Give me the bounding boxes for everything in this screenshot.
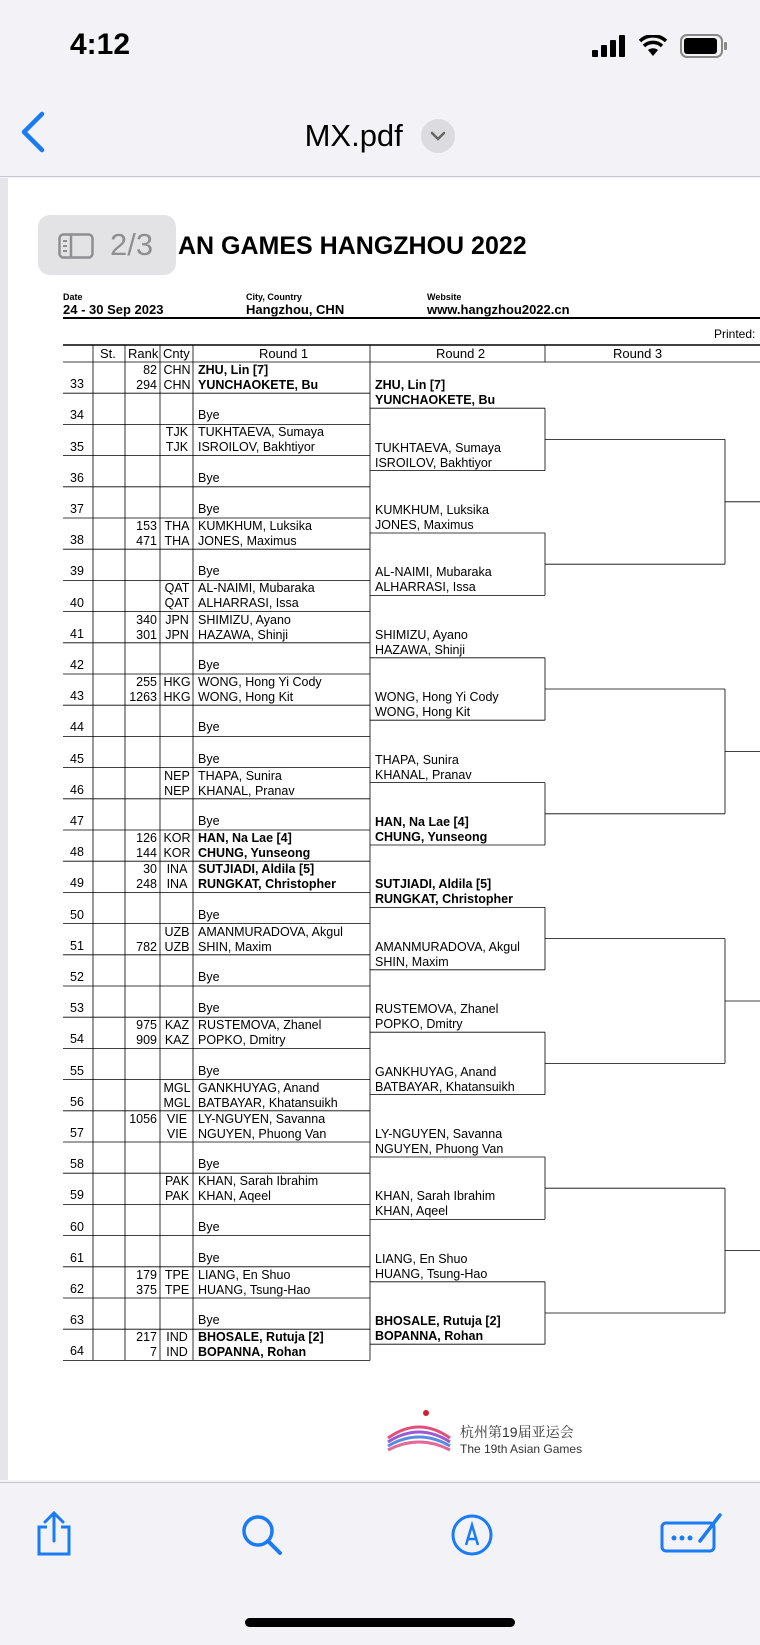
player-rank: 255 [136, 675, 157, 689]
draw-position-number: 47 [70, 814, 84, 828]
player-country: TJK [165, 425, 189, 440]
bye-label: Bye [198, 470, 220, 485]
player-rank: 153 [136, 519, 157, 533]
document-title: AN GAMES HANGZHOU 2022 [178, 232, 527, 260]
player-country: VIE [166, 1111, 188, 1126]
player-country: NEP [164, 768, 190, 783]
player-name: RUNGKAT, Christopher [198, 877, 336, 892]
player-country: UZB [164, 939, 190, 954]
player-rank: 82 [143, 363, 157, 377]
player-name: TUKHTAEVA, Sumaya [198, 425, 324, 440]
player-rank: 30 [143, 862, 157, 877]
page-indicator-text: 2/3 [110, 227, 154, 262]
draw-position-number: 39 [70, 564, 84, 579]
player-name: WONG, Hong Kit [198, 690, 294, 704]
round2-player: THAPA, Sunira [375, 752, 459, 767]
player-name: YUNCHAOKETE, Bu [198, 378, 319, 392]
player-name: AL-NAIMI, Mubaraka [198, 581, 315, 596]
draw-position-number: 37 [70, 502, 84, 516]
bye-label: Bye [198, 751, 220, 766]
player-rank: 217 [136, 1330, 157, 1345]
round2-player: WONG, Hong Yi Cody [375, 690, 499, 705]
player-name: ALHARRASI, Issa [198, 596, 299, 611]
player-country: HKG [163, 675, 191, 689]
draw-position-number: 41 [70, 626, 84, 641]
logo-chinese-text: 杭州第19届亚运会 [460, 1424, 574, 1440]
player-country: JPN [165, 612, 189, 627]
draw-position-number: 34 [70, 408, 84, 423]
player-rank: 975 [136, 1018, 157, 1033]
printed-label: Printed: [714, 327, 756, 341]
player-country: TPE [164, 1282, 190, 1297]
bye-label: Bye [198, 408, 220, 423]
round2-player: AMANMURADOVA, Akgul [375, 939, 520, 954]
player-name: RUSTEMOVA, Zhanel [198, 1018, 322, 1033]
player-rank: 1056 [129, 1111, 157, 1126]
draw-position-number: 51 [70, 938, 84, 953]
logo-english-text: The 19th Asian Games [460, 1442, 583, 1456]
round2-player: RUSTEMOVA, Zhanel [375, 1002, 499, 1017]
bye-label: Bye [198, 1313, 220, 1328]
player-country: NEP [164, 783, 190, 798]
player-country: THA [164, 519, 190, 533]
player-name: KHANAL, Pranav [198, 783, 295, 798]
player-rank: 248 [136, 877, 157, 892]
player-name: BHOSALE, Rutuja [2] [198, 1330, 324, 1345]
player-country: TPE [164, 1267, 190, 1282]
player-name: HUANG, Tsung-Hao [198, 1282, 311, 1297]
round2-player: WONG, Hong Kit [375, 705, 471, 720]
player-country: MGL [163, 1080, 191, 1095]
player-country: HKG [163, 690, 191, 704]
draw-position-number: 36 [70, 470, 84, 485]
sidebar-icon [58, 233, 94, 259]
draw-position-number: 44 [70, 720, 84, 735]
player-rank: 375 [136, 1282, 157, 1297]
player-country: PAK [164, 1174, 190, 1189]
player-name: JONES, Maximus [198, 534, 297, 548]
player-rank: 340 [136, 612, 157, 627]
player-name: SHIN, Maxim [198, 939, 272, 954]
round2-player: JONES, Maximus [375, 518, 474, 532]
round2-player: LY-NGUYEN, Savanna [375, 1127, 503, 1141]
draw-position-number: 53 [70, 1001, 84, 1016]
round2-player: TUKHTAEVA, Sumaya [375, 440, 501, 455]
bye-label: Bye [198, 1001, 220, 1016]
player-rank: 909 [136, 1033, 157, 1048]
round2-player: SUTJIADI, Aldila [5] [375, 877, 492, 892]
draw-position-number: 49 [70, 876, 84, 891]
player-country: INA [166, 862, 188, 877]
player-country: MGL [163, 1095, 191, 1110]
player-country: QAT [164, 581, 190, 596]
round2-player: RUNGKAT, Christopher [375, 892, 513, 907]
round2-player: ISROILOV, Bakhtiyor [375, 455, 492, 470]
round2-player: HAZAWA, Shinji [375, 642, 466, 657]
draw-position-number: 59 [70, 1188, 84, 1203]
round2-player: BHOSALE, Rutuja [2] [375, 1314, 501, 1329]
draw-position-number: 38 [70, 533, 84, 548]
draw-position-number: 52 [70, 970, 84, 984]
player-rank: 471 [136, 534, 157, 548]
draw-position-number: 40 [70, 595, 84, 610]
draw-position-number: 62 [70, 1282, 84, 1296]
player-name: KUMKHUM, Luksika [198, 519, 312, 533]
website-value: www.hangzhou2022.cn [427, 302, 570, 317]
draw-position-number: 63 [70, 1313, 84, 1328]
header-round-1: Round 1 [259, 346, 309, 361]
round2-player: KHAN, Sarah Ibrahim [375, 1189, 496, 1204]
player-name: SHIMIZU, Ayano [198, 612, 291, 627]
round2-player: HAN, Na Lae [4] [375, 815, 469, 829]
round2-player: YUNCHAOKETE, Bu [375, 393, 496, 408]
draw-position-number: 43 [70, 689, 84, 704]
search-icon[interactable] [240, 1513, 284, 1557]
player-country: QAT [164, 596, 190, 611]
player-rank: 7 [150, 1345, 157, 1360]
player-rank: 144 [136, 846, 157, 860]
round2-player: GANKHUYAG, Anand [375, 1064, 497, 1079]
round2-player: BOPANNA, Rohan [375, 1329, 484, 1344]
player-country: CHN [163, 378, 191, 392]
player-name: GANKHUYAG, Anand [198, 1080, 320, 1095]
bye-label: Bye [198, 564, 220, 579]
draw-position-number: 35 [70, 439, 84, 454]
player-name: KHAN, Sarah Ibrahim [198, 1174, 319, 1189]
header-round-3: Round 3 [613, 346, 663, 361]
page-indicator[interactable] [38, 215, 176, 275]
bye-label: Bye [198, 1250, 220, 1265]
draw-position-number: 46 [70, 782, 84, 797]
player-country: UZB [164, 924, 190, 939]
round2-player: HUANG, Tsung-Hao [375, 1266, 488, 1281]
player-country: KOR [163, 831, 191, 845]
header-round-2: Round 2 [436, 346, 486, 361]
player-rank: 301 [136, 627, 157, 642]
draw-position-number: 48 [70, 845, 84, 860]
share-icon[interactable] [34, 1511, 74, 1557]
date-label: Date [63, 292, 83, 302]
round2-player: POPKO, Dmitry [375, 1017, 463, 1032]
player-country: CHN [163, 363, 191, 377]
player-country: THA [164, 534, 190, 548]
round2-player: BATBAYAR, Khatansuikh [375, 1079, 515, 1094]
draw-position-number: 57 [70, 1126, 84, 1140]
draw-position-number: 45 [70, 751, 84, 766]
round2-player: ALHARRASI, Issa [375, 580, 476, 595]
player-name: THAPA, Sunira [198, 768, 282, 783]
date-value: 24 - 30 Sep 2023 [63, 302, 164, 317]
bye-label: Bye [198, 1063, 220, 1078]
markup-pen-icon[interactable] [450, 1513, 494, 1557]
bye-label: Bye [198, 814, 220, 828]
round2-player: LIANG, En Shuo [375, 1251, 468, 1266]
round2-player: AL-NAIMI, Mubaraka [375, 565, 492, 580]
round2-player: CHUNG, Yunseong [375, 830, 488, 844]
website-label: Website [427, 292, 462, 302]
player-name: AMANMURADOVA, Akgul [198, 924, 343, 939]
draw-position-number: 42 [70, 658, 84, 672]
bye-label: Bye [198, 970, 220, 984]
round2-player: KHAN, Aqeel [375, 1204, 448, 1219]
draw-position-number: 55 [70, 1063, 84, 1078]
player-rank: 126 [136, 831, 157, 845]
round2-player: KUMKHUM, Luksika [375, 503, 489, 517]
player-country: KAZ [164, 1033, 190, 1048]
header-cnty: Cnty [163, 346, 190, 361]
draw-position-number: 54 [70, 1032, 84, 1047]
player-rank: 1263 [129, 690, 157, 704]
player-rank: 294 [136, 378, 157, 392]
draw-position-number: 60 [70, 1219, 84, 1234]
player-name: ZHU, Lin [7] [198, 363, 269, 377]
player-name: POPKO, Dmitry [198, 1033, 286, 1048]
form-fill-icon[interactable] [660, 1511, 724, 1555]
header-st: St. [100, 346, 116, 361]
header-rank: Rank [128, 346, 159, 361]
nav-title: MX.pdf [304, 117, 403, 153]
player-name: BATBAYAR, Khatansuikh [198, 1095, 338, 1110]
player-name: LY-NGUYEN, Savanna [198, 1111, 326, 1126]
player-country: IND [166, 1345, 188, 1360]
round2-player: ZHU, Lin [7] [375, 378, 446, 393]
city-value: Hangzhou, CHN [246, 302, 345, 317]
draw-position-number: 64 [70, 1344, 84, 1359]
bye-label: Bye [198, 720, 220, 735]
player-name: CHUNG, Yunseong [198, 846, 311, 860]
player-name: HAZAWA, Shinji [198, 627, 289, 642]
draw-position-number: 56 [70, 1094, 84, 1109]
round2-player: KHANAL, Pranav [375, 767, 472, 782]
bye-label: Bye [198, 658, 220, 672]
player-country: IND [166, 1330, 188, 1345]
player-name: HAN, Na Lae [4] [198, 831, 292, 845]
player-name: ISROILOV, Bakhtiyor [198, 440, 315, 455]
player-country: KAZ [164, 1018, 190, 1033]
player-name: LIANG, En Shuo [198, 1267, 291, 1282]
bye-label: Bye [198, 1157, 220, 1172]
home-indicator [245, 1618, 515, 1627]
player-name: KHAN, Aqeel [198, 1189, 271, 1204]
city-label: City, Country [246, 292, 302, 302]
player-country: KOR [163, 846, 191, 860]
player-rank: 782 [136, 939, 157, 954]
round2-player: SHIMIZU, Ayano [375, 627, 468, 642]
draw-position-number: 58 [70, 1157, 84, 1172]
player-rank: 179 [136, 1267, 157, 1282]
bye-label: Bye [198, 907, 220, 922]
bye-label: Bye [198, 1219, 220, 1234]
round2-player: SHIN, Maxim [375, 954, 449, 969]
player-country: VIE [166, 1126, 188, 1141]
player-country: INA [166, 877, 188, 892]
player-name: WONG, Hong Yi Cody [198, 675, 322, 689]
player-country: PAK [164, 1189, 190, 1204]
status-time: 4:12 [70, 28, 131, 61]
player-country: TJK [165, 440, 189, 455]
draw-position-number: 61 [70, 1250, 84, 1265]
player-name: BOPANNA, Rohan [198, 1345, 307, 1360]
draw-position-number: 33 [70, 377, 84, 392]
asian-games-logo-icon [384, 1408, 454, 1456]
bye-label: Bye [198, 502, 220, 516]
player-name: SUTJIADI, Aldila [5] [198, 862, 315, 877]
round2-player: NGUYEN, Phuong Van [375, 1142, 504, 1156]
player-name: NGUYEN, Phuong Van [198, 1126, 327, 1141]
draw-position-number: 50 [70, 907, 84, 922]
player-country: JPN [165, 627, 189, 642]
